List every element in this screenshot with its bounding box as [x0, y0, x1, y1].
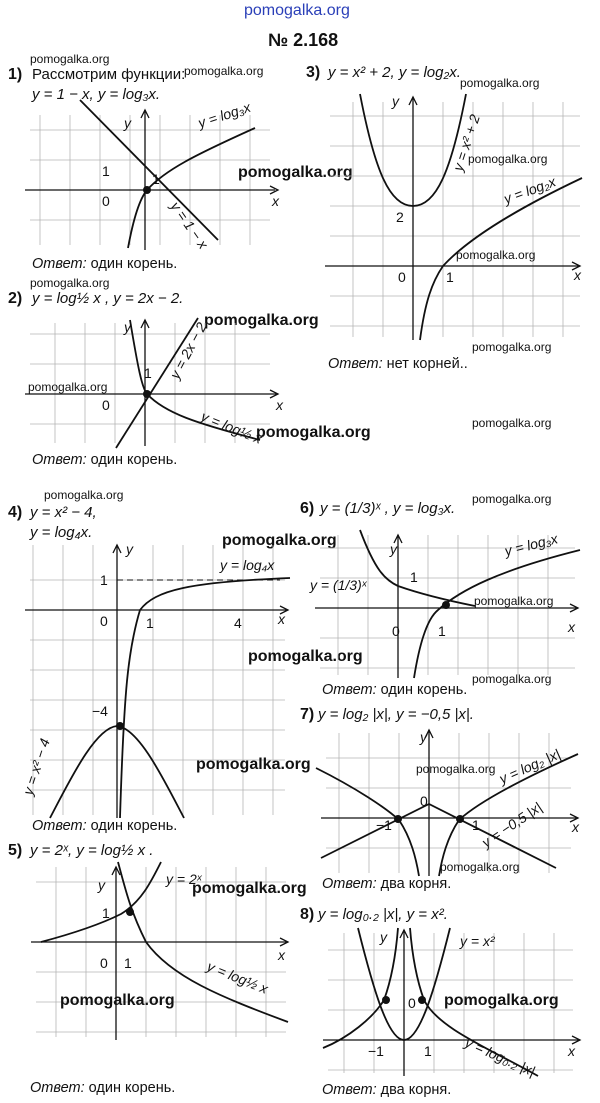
curve-label-log: y = log½ x [198, 407, 265, 447]
curve-log3 [414, 550, 580, 678]
p4-answer: Ответ: один корень. [32, 818, 178, 834]
watermark: pomogalka.org [440, 860, 520, 874]
p4-number: 4) [8, 504, 23, 521]
intersection-point [126, 908, 134, 916]
y-label: y [124, 319, 131, 335]
p8-answer: Ответ: два корня. [322, 1082, 452, 1098]
tick-label: 1 [100, 572, 108, 588]
y-label: y [126, 541, 133, 557]
p1-intro: Рассмотрим функции: [32, 66, 186, 83]
watermark: pomogalka.org [468, 152, 548, 166]
watermark: pomogalka.org [60, 992, 175, 1009]
tick-label: 1 [438, 623, 446, 639]
origin-label: 0 [100, 613, 108, 629]
p7-functions: y = log₂ |x|, y = −0,5 |x|. [318, 706, 474, 723]
y-label: y [124, 115, 131, 131]
p2-functions: y = log½ x , y = 2x − 2. [32, 290, 184, 307]
watermark: pomogalka.org [474, 594, 554, 608]
p2-number: 2) [8, 290, 23, 307]
curve-label-log2: y = log₂ |x| [496, 745, 563, 787]
p1-functions: y = 1 − x, y = log₃x. [32, 86, 161, 103]
intersection-point [418, 996, 426, 1004]
curve-label-log4: y = log₄x [220, 557, 275, 573]
intersection-point [394, 815, 402, 823]
origin-label: 0 [398, 269, 406, 285]
p6-number: 6) [300, 500, 315, 517]
watermark: pomogalka.org [460, 76, 540, 90]
p4-function-2: y = log₄x. [30, 524, 93, 541]
p8-number: 8) [300, 906, 315, 923]
p6-functions: y = (1/3)ˣ , y = log₃x. [320, 500, 456, 517]
intersection-point [442, 601, 450, 609]
tick-label: 1 [424, 1043, 432, 1059]
curve-label-line: y = 1 − x [167, 198, 212, 252]
y-label: y [420, 729, 427, 745]
p5-number: 5) [8, 842, 23, 859]
intersection-point [456, 815, 464, 823]
p8-functions: y = log₀.₂ |x|, y = x². [318, 906, 448, 923]
origin-label: 0 [420, 793, 428, 809]
origin-label: 0 [392, 623, 400, 639]
watermark: pomogalka.org [30, 52, 110, 66]
p2-answer: Ответ: один корень. [32, 452, 178, 468]
x-label: x [278, 947, 285, 963]
x-label: x [568, 619, 575, 635]
tick-label: 1 [152, 171, 160, 187]
p3-number: 3) [306, 64, 321, 81]
tick-label: −1 [368, 1043, 384, 1059]
watermark: pomogalka.org [444, 992, 559, 1009]
tick-label: 1 [410, 569, 418, 585]
curve-label-exp: y = (1/3)ˣ [310, 577, 367, 593]
p3-functions: y = x² + 2, y = log₂x. [328, 64, 461, 81]
curve-log4 [120, 578, 290, 818]
tick-label: 4 [234, 615, 242, 631]
problem-title: № 2.168 [268, 30, 339, 50]
curve-log2-abs-left [316, 768, 419, 876]
tick-label: 2 [396, 209, 404, 225]
y-label: y [392, 93, 399, 109]
p7-number: 7) [300, 706, 315, 723]
p5-answer: Ответ: один корень. [30, 1080, 176, 1096]
tick-label: 1 [472, 817, 480, 833]
curve-log02-abs-left [323, 928, 398, 1048]
watermark: pomogalka.org [192, 880, 307, 897]
x-label: x [278, 611, 285, 627]
watermark: pomogalka.org [222, 532, 337, 549]
watermark: pomogalka.org [472, 416, 552, 430]
tick-label: 1 [124, 955, 132, 971]
watermark: pomogalka.org [28, 380, 108, 394]
curve-label-parabola: y = x² [460, 933, 495, 949]
curve-label-parabola: y = x² − 4 [19, 736, 53, 797]
y-label: y [98, 877, 105, 893]
y-label: y [380, 929, 387, 945]
watermark: pomogalka.org [248, 648, 363, 665]
tick-label: −1 [376, 817, 392, 833]
x-label: x [276, 397, 283, 413]
watermark: pomogalka.org [472, 492, 552, 506]
p5-functions: y = 2ˣ, y = log½ x . [30, 842, 154, 859]
p3-answer: Ответ: нет корней.. [328, 356, 468, 372]
watermark: pomogalka.org [184, 64, 264, 78]
intersection-point [382, 996, 390, 1004]
x-label: x [272, 193, 279, 209]
p7-answer: Ответ: два корня. [322, 876, 452, 892]
p6-answer: Ответ: один корень. [322, 682, 468, 698]
x-label: x [572, 819, 579, 835]
watermark: pomogalka.org [44, 488, 124, 502]
p4-function-1: y = x² − 4, [30, 504, 97, 521]
curve-2-power-x [41, 862, 161, 942]
p1-answer: Ответ: один корень. [32, 256, 178, 272]
watermark: pomogalka.org [204, 312, 319, 329]
curve-label-line: y = 2x − 2 [166, 319, 210, 382]
tick-label: 1 [144, 365, 152, 381]
origin-label: 0 [102, 397, 110, 413]
curve-label-log: y = log½ x [204, 957, 271, 997]
site-name[interactable]: pomogalka.org [244, 2, 350, 19]
curve-label-log: y = log₀.₂ |x| [462, 1034, 538, 1080]
tick-label: 1 [102, 905, 110, 921]
intersection-point [116, 722, 124, 730]
tick-label: −4 [92, 703, 108, 719]
intersection-point [143, 390, 151, 398]
p7-graph [316, 728, 586, 878]
watermark: pomogalka.org [456, 248, 536, 262]
tick-label: 1 [102, 163, 110, 179]
curve-label-parabola: y = x² + 2 [449, 112, 483, 173]
tick-label: 1 [146, 615, 154, 631]
curve-label-abs: y = −0,5 |x| [478, 798, 545, 851]
p1-number: 1) [8, 66, 23, 83]
watermark: pomogalka.org [196, 756, 311, 773]
curve-label-log3: y = log₃x [195, 98, 253, 131]
origin-label: 0 [102, 193, 110, 209]
watermark: pomogalka.org [416, 762, 496, 776]
x-label: x [568, 1043, 575, 1059]
curve-label-exp: y = 2ˣ [166, 871, 202, 887]
watermark: pomogalka.org [472, 672, 552, 686]
tick-label: 1 [446, 269, 454, 285]
curve-label-log2: y = log₂x [501, 173, 558, 207]
origin-label: 0 [408, 995, 416, 1011]
watermark: pomogalka.org [256, 424, 371, 441]
curve-label-log3: y = log₃x [502, 530, 560, 559]
x-label: x [574, 267, 581, 283]
watermark: pomogalka.org [238, 164, 353, 181]
p4-graph [20, 540, 300, 820]
watermark: pomogalka.org [472, 340, 552, 354]
y-label: y [390, 541, 397, 557]
origin-label: 0 [100, 955, 108, 971]
intersection-point [143, 186, 151, 194]
watermark: pomogalka.org [30, 276, 110, 290]
p3-graph [320, 92, 590, 342]
